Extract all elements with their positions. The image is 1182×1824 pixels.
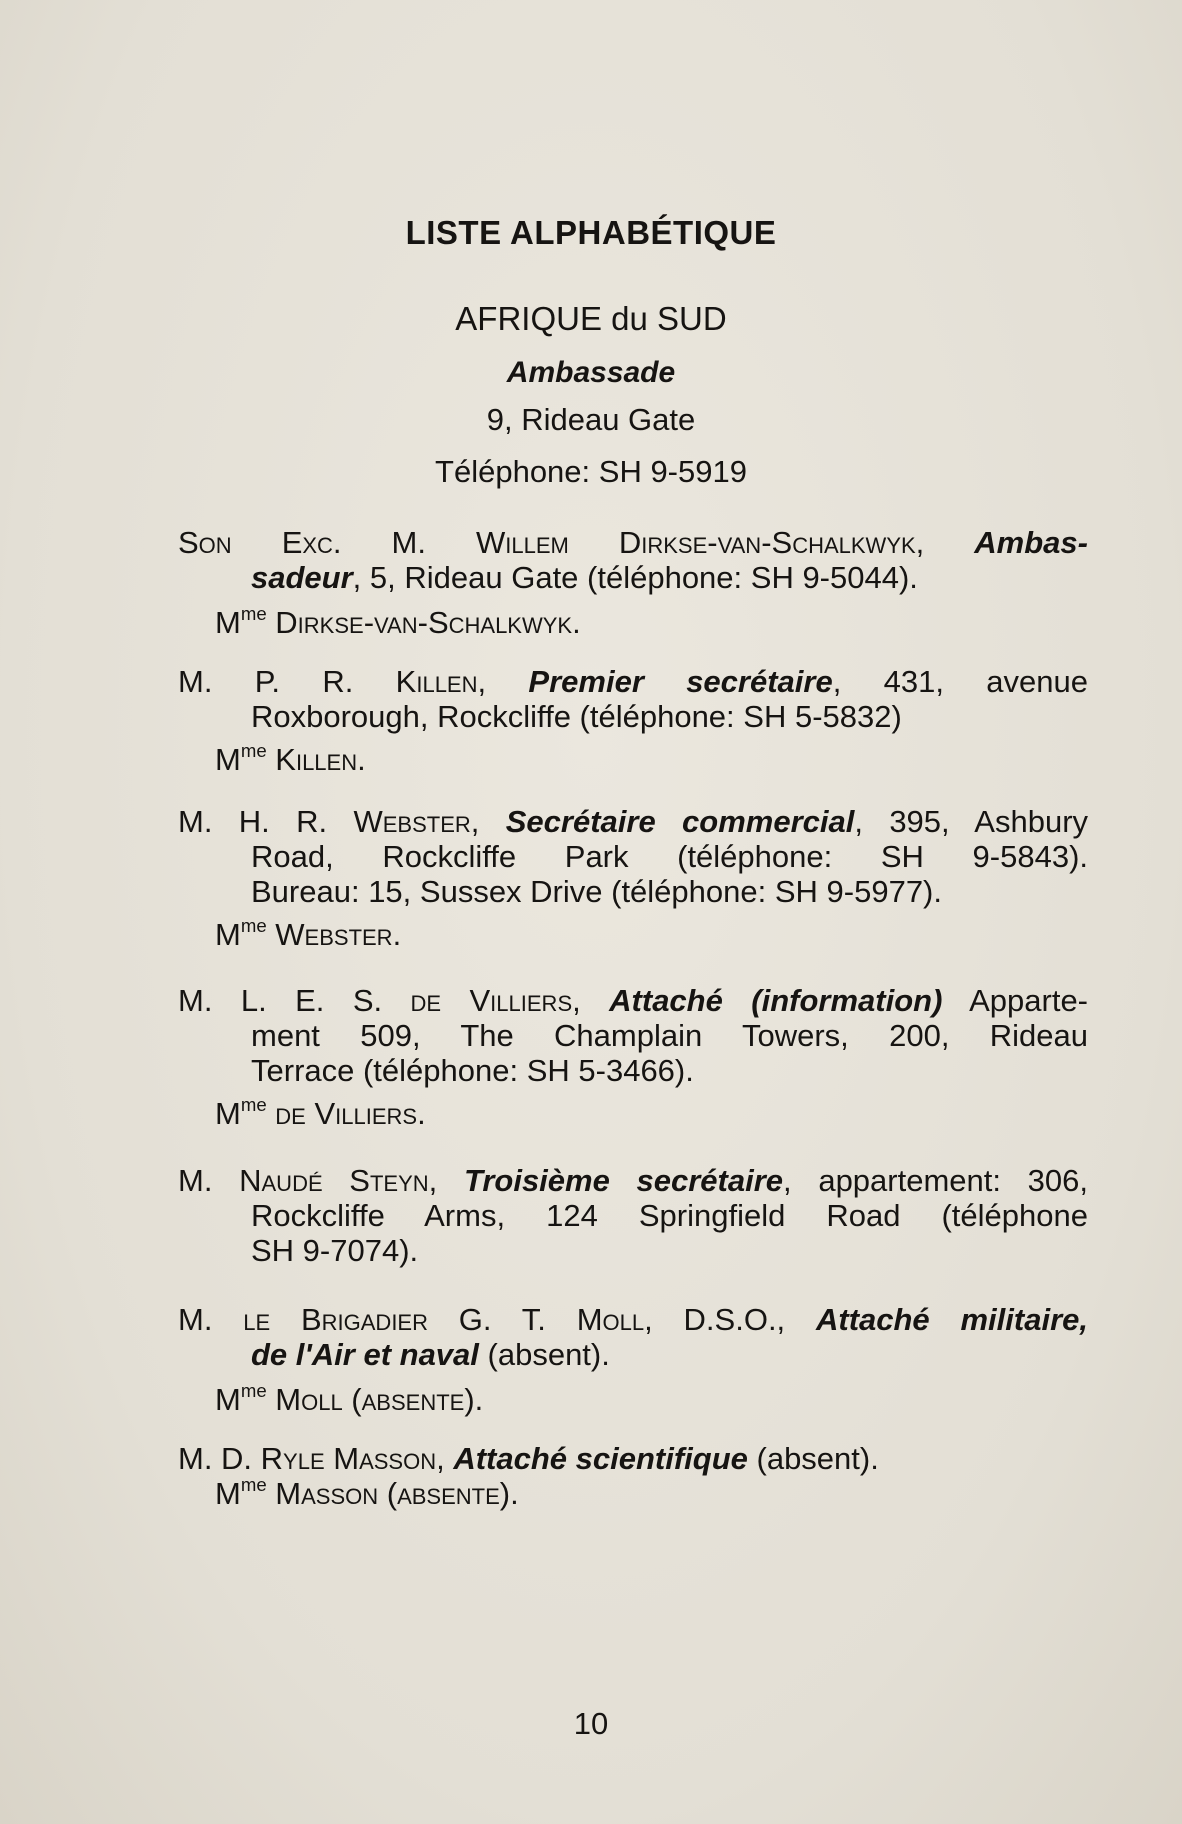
entry-third-secretary bbox=[178, 1163, 1088, 1268]
entry-military-attache bbox=[178, 1302, 1088, 1417]
entry-role: Secrétaire commercial bbox=[505, 804, 855, 839]
entry-line: M. Naudé Steyn, Troisième secrétaire, appartement: 306, bbox=[178, 1163, 1089, 1198]
entry-scientific-attache bbox=[178, 1441, 1088, 1511]
entry-name: M. P. R. Killen, bbox=[178, 664, 529, 699]
entry-line: Roxborough, Rockcliffe (téléphone: SH 5-5832) bbox=[251, 699, 902, 734]
entry-line: ment 509, The Champlain Towers, 200, Rideau bbox=[251, 1018, 1088, 1053]
entry-role: sadeur bbox=[251, 560, 353, 595]
spouse-name: Dirkse-van-Schalkwyk. bbox=[266, 605, 581, 640]
spouse-line: $M^{me}$ Webster. bbox=[215, 914, 402, 952]
entry-line bbox=[178, 525, 1088, 560]
spouse-line: $M^{me}$ Killen. bbox=[215, 739, 366, 777]
entry-address: , 5, Rideau Gate (téléphone: SH 9-5044). bbox=[352, 560, 918, 595]
entry-line: Rockcliffe Arms, 124 Springfield Road (téléphone bbox=[251, 1198, 1088, 1233]
entry-name: M. L. E. S. de Villiers, bbox=[178, 983, 610, 1018]
entry-name: M. H. R. Webster, bbox=[178, 804, 506, 839]
entry-information-attache bbox=[178, 983, 1088, 1131]
entry-commercial-secretary bbox=[178, 804, 1088, 952]
page-title: LISTE ALPHABÉTIQUE bbox=[405, 214, 777, 251]
spouse-name: de Villiers. bbox=[266, 1096, 426, 1131]
entry-role: de l'Air et naval bbox=[251, 1337, 479, 1372]
country-heading: AFRIQUE du SUD bbox=[455, 300, 727, 337]
entry-name: M. le Brigadier G. T. Moll, D.S.O., bbox=[178, 1302, 816, 1337]
spouse-line: $M^{me}$ Dirkse-van-Schalkwyk. bbox=[215, 602, 581, 640]
entry-line bbox=[178, 560, 1088, 595]
page-number: 10 bbox=[573, 1706, 609, 1741]
spouse-name: Webster. bbox=[266, 917, 402, 952]
spouse-name: Killen. bbox=[266, 742, 366, 777]
entry-line: M. L. E. S. de Villiers, Attaché (information) Apparte- bbox=[178, 983, 1089, 1018]
entry-line bbox=[178, 1302, 1088, 1337]
mission-type: Ambassade bbox=[506, 356, 676, 389]
entry-line: Terrace (téléphone: SH 5-3466). bbox=[251, 1053, 694, 1088]
entry-role: Ambas- bbox=[974, 525, 1088, 560]
entry-line: de l'Air et naval (absent). bbox=[251, 1337, 610, 1372]
entry-role: Troisième secrétaire bbox=[463, 1163, 784, 1198]
entry-role: Attaché (information) bbox=[609, 983, 943, 1018]
entry-line: SH 9-7074). bbox=[251, 1233, 419, 1268]
entry-name: M. D. Ryle Masson, bbox=[178, 1441, 454, 1476]
entry-ambassador bbox=[178, 525, 1088, 640]
entry-name: M. Naudé Steyn, bbox=[178, 1163, 464, 1198]
entry-line: M. H. R. Webster, Secrétaire commercial, 395, Ashbury bbox=[178, 804, 1089, 839]
spouse-line: $M^{me}$ de Villiers. bbox=[215, 1093, 426, 1131]
entry-role: Attaché militaire, bbox=[815, 1302, 1088, 1337]
mission-telephone: Téléphone: SH 9-5919 bbox=[435, 454, 747, 489]
spouse-name: Masson (absente). bbox=[266, 1476, 519, 1511]
entry-first-secretary bbox=[178, 664, 1088, 777]
entry-line: M. P. R. Killen, Premier secrétaire, 431, avenue bbox=[178, 664, 1088, 699]
entry-role: Premier secrétaire bbox=[528, 664, 833, 699]
spouse-name: Moll (absente). bbox=[266, 1382, 484, 1417]
entry-line: Bureau: 15, Sussex Drive (téléphone: SH 9-5977). bbox=[251, 874, 942, 909]
entry-line: M. D. Ryle Masson, Attaché scientifique (absent). bbox=[178, 1441, 879, 1476]
entry-name: Son Exc. M. Willem Dirkse-van-Schalkwyk, bbox=[178, 525, 975, 560]
entry-line: Road, Rockcliffe Park (téléphone: SH 9-5843). bbox=[251, 839, 1088, 874]
spouse-line: $M^{me}$ Masson (absente). bbox=[215, 1473, 519, 1511]
spouse-line: $M^{me}$ Moll (absente). bbox=[215, 1379, 484, 1417]
mission-address: 9, Rideau Gate bbox=[486, 402, 696, 437]
entry-role: Attaché scientifique bbox=[453, 1441, 748, 1476]
